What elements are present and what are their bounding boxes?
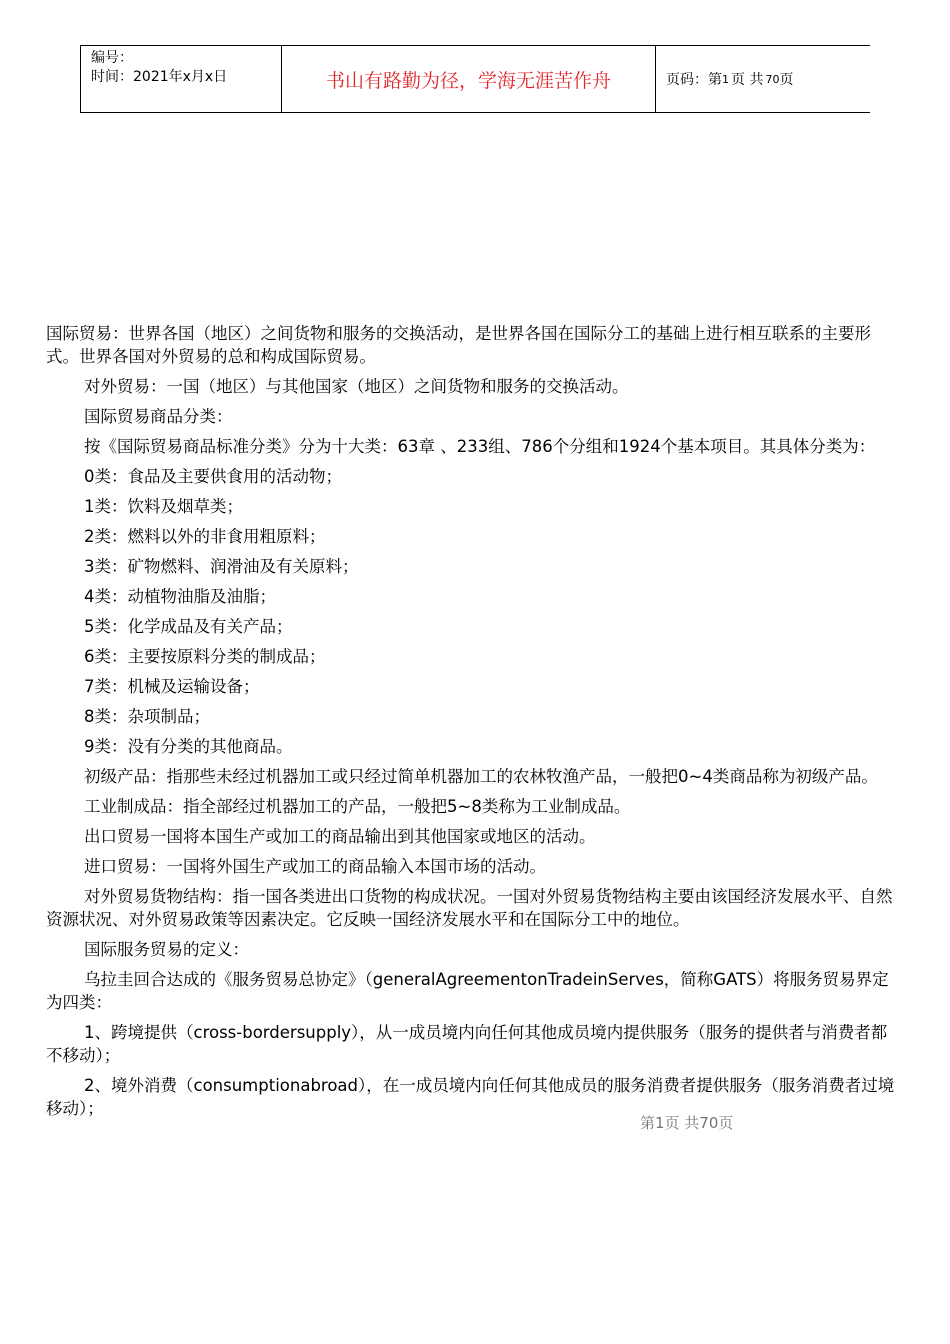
time-label: 时间：2021年x月x日: [91, 69, 228, 85]
paragraph: 1类：饮料及烟草类；: [84, 497, 243, 516]
paragraph: 2类：燃料以外的非食用粗原料；: [84, 527, 326, 546]
paragraph: 按《国际贸易商品标准分类》分为十大类：63章 、233组、786个分组和1924个基本项目。其具体分类为：: [84, 437, 876, 456]
header-page-cell: [656, 46, 870, 112]
paragraph: 进口贸易：一国将外国生产或加工的商品输入本国市场的活动。: [84, 857, 546, 876]
page-current: 1: [722, 72, 729, 86]
paragraph: 对外贸易：一国（地区）与其他国家（地区）之间货物和服务的交换活动。: [84, 377, 629, 396]
paragraph: 工业制成品：指全部经过机器加工的产品，一般把5~8类称为工业制成品。: [84, 797, 631, 816]
paragraph: 3类：矿物燃料、润滑油及有关原料；: [84, 557, 359, 576]
paragraph: 8类：杂项制品；: [84, 707, 210, 726]
paragraph: 5类：化学成品及有关产品；: [84, 617, 293, 636]
page-prefix: 页码：第: [666, 72, 722, 88]
paragraph: 国际贸易商品分类：: [84, 407, 233, 426]
page-total: 70: [765, 72, 780, 86]
paragraph: 2、境外消费（consumptionabroad），在一成员境内向任何其他成员的服务消费者提供服务（服务消费者过境移动）；: [46, 1076, 895, 1118]
header-meta-cell: [81, 46, 282, 112]
paragraph: 对外贸易货物结构：指一国各类进出口货物的构成状况。一国对外贸易货物结构主要由该国经济发展水平、自然资源状况、对外贸易政策等因素决定。它反映一国经济发展水平和在国际分工中的地位。: [46, 887, 893, 929]
paragraph: 1、跨境提供（cross-bordersupply），从一成员境内向任何其他成员境内提供服务（服务的提供者与消费者都不移动）；: [46, 1023, 888, 1065]
page-header-table: [80, 45, 870, 113]
document-body: [46, 322, 901, 1127]
paragraph: 0类：食品及主要供食用的活动物；: [84, 467, 342, 486]
page-suffix: 页: [779, 72, 794, 88]
paragraph: 9类：没有分类的其他商品。: [84, 737, 293, 756]
paragraph: 6类：主要按原料分类的制成品；: [84, 647, 326, 666]
paragraph: 乌拉圭回合达成的《服务贸易总协定》（generalAgreementonTradeinServes，简称GATS）将服务贸易界定为四类：: [46, 970, 889, 1012]
paragraph: 7类：机械及运输设备；: [84, 677, 260, 696]
paragraph: 国际贸易：世界各国（地区）之间货物和服务的交换活动，是世界各国在国际分工的基础上进行相互联系的主要形式。世界各国对外贸易的总和构成国际贸易。: [46, 324, 871, 366]
paragraph: 国际服务贸易的定义：: [84, 940, 249, 959]
number-label: 编号：: [91, 50, 133, 66]
paragraph: 初级产品：指那些未经过机器加工或只经过简单机器加工的农林牧渔产品，一般把0~4类商品称为初级产品。: [84, 767, 878, 786]
motto-text: 书山有路勤为径，学海无涯苦作舟: [325, 69, 611, 92]
header-motto-cell: [282, 46, 656, 112]
paragraph: 出口贸易一国将本国生产或加工的商品输出到其他国家或地区的活动。: [84, 827, 596, 846]
page-mid: 页 共: [731, 72, 764, 88]
page-number-overlay: 第1页 共70页: [640, 1114, 734, 1132]
paragraph: 4类：动植物油脂及油脂；: [84, 587, 276, 606]
